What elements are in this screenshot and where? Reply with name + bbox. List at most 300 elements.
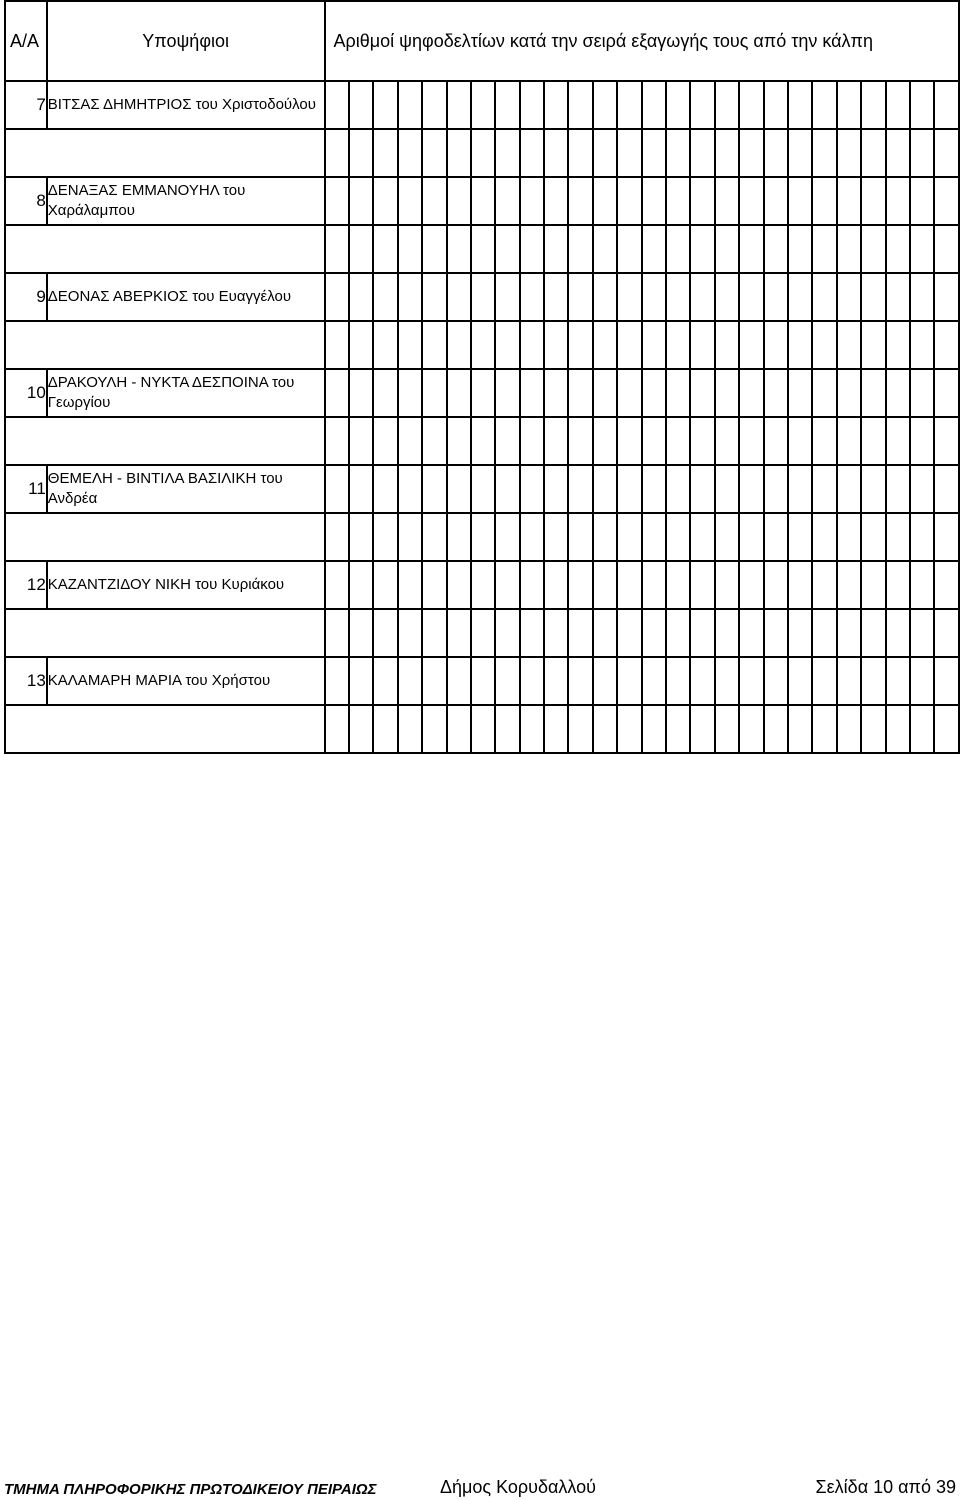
tally-cell[interactable] <box>812 81 836 129</box>
tally-cell[interactable] <box>861 129 885 177</box>
tally-cell[interactable] <box>764 417 788 465</box>
tally-cell[interactable] <box>471 177 495 225</box>
tally-cell[interactable] <box>593 417 617 465</box>
tally-cell[interactable] <box>715 561 739 609</box>
tally-cell[interactable] <box>642 657 666 705</box>
tally-cell[interactable] <box>812 369 836 417</box>
tally-cell[interactable] <box>715 225 739 273</box>
tally-cell[interactable] <box>666 177 690 225</box>
tally-cell[interactable] <box>666 225 690 273</box>
tally-cell[interactable] <box>447 561 471 609</box>
tally-cell[interactable] <box>788 177 812 225</box>
tally-cell[interactable] <box>837 129 861 177</box>
tally-cell[interactable] <box>739 657 763 705</box>
tally-cell[interactable] <box>544 657 568 705</box>
tally-cell[interactable] <box>568 369 592 417</box>
tally-cell[interactable] <box>642 369 666 417</box>
tally-cell[interactable] <box>642 513 666 561</box>
tally-cell[interactable] <box>715 177 739 225</box>
tally-cell[interactable] <box>447 225 471 273</box>
tally-cell[interactable] <box>422 177 446 225</box>
tally-cell[interactable] <box>398 81 422 129</box>
tally-cell[interactable] <box>422 657 446 705</box>
tally-cell[interactable] <box>422 369 446 417</box>
tally-cell[interactable] <box>398 177 422 225</box>
tally-cell[interactable] <box>715 273 739 321</box>
tally-cell[interactable] <box>812 417 836 465</box>
tally-cell[interactable] <box>690 273 714 321</box>
tally-cell[interactable] <box>690 513 714 561</box>
tally-cell[interactable] <box>544 129 568 177</box>
tally-cell[interactable] <box>910 657 934 705</box>
tally-cell[interactable] <box>861 321 885 369</box>
tally-cell[interactable] <box>495 417 519 465</box>
tally-cell[interactable] <box>837 465 861 513</box>
tally-cell[interactable] <box>471 129 495 177</box>
tally-cell[interactable] <box>373 129 397 177</box>
tally-cell[interactable] <box>373 273 397 321</box>
tally-cell[interactable] <box>398 129 422 177</box>
tally-cell[interactable] <box>422 417 446 465</box>
tally-cell[interactable] <box>471 705 495 753</box>
tally-cell[interactable] <box>739 369 763 417</box>
tally-cell[interactable] <box>325 609 349 657</box>
tally-cell[interactable] <box>398 705 422 753</box>
tally-cell[interactable] <box>373 705 397 753</box>
tally-cell[interactable] <box>910 705 934 753</box>
tally-cell[interactable] <box>910 369 934 417</box>
tally-cell[interactable] <box>568 465 592 513</box>
tally-cell[interactable] <box>715 513 739 561</box>
tally-cell[interactable] <box>886 609 910 657</box>
tally-cell[interactable] <box>520 705 544 753</box>
tally-cell[interactable] <box>617 225 641 273</box>
tally-cell[interactable] <box>739 561 763 609</box>
tally-cell[interactable] <box>447 81 471 129</box>
tally-cell[interactable] <box>520 417 544 465</box>
tally-cell[interactable] <box>568 657 592 705</box>
tally-cell[interactable] <box>812 609 836 657</box>
tally-cell[interactable] <box>886 657 910 705</box>
tally-cell[interactable] <box>398 417 422 465</box>
tally-cell[interactable] <box>349 129 373 177</box>
tally-cell[interactable] <box>764 273 788 321</box>
tally-cell[interactable] <box>861 705 885 753</box>
tally-cell[interactable] <box>690 225 714 273</box>
tally-cell[interactable] <box>349 273 373 321</box>
tally-cell[interactable] <box>495 657 519 705</box>
tally-cell[interactable] <box>373 369 397 417</box>
tally-cell[interactable] <box>349 609 373 657</box>
tally-cell[interactable] <box>544 369 568 417</box>
tally-cell[interactable] <box>739 321 763 369</box>
tally-cell[interactable] <box>861 609 885 657</box>
tally-cell[interactable] <box>788 81 812 129</box>
tally-cell[interactable] <box>690 321 714 369</box>
tally-cell[interactable] <box>812 177 836 225</box>
tally-cell[interactable] <box>764 513 788 561</box>
tally-cell[interactable] <box>666 273 690 321</box>
tally-cell[interactable] <box>764 561 788 609</box>
tally-cell[interactable] <box>520 81 544 129</box>
tally-cell[interactable] <box>325 705 349 753</box>
tally-cell[interactable] <box>617 129 641 177</box>
tally-cell[interactable] <box>617 177 641 225</box>
tally-cell[interactable] <box>593 513 617 561</box>
tally-cell[interactable] <box>617 705 641 753</box>
tally-cell[interactable] <box>325 129 349 177</box>
tally-cell[interactable] <box>520 465 544 513</box>
tally-cell[interactable] <box>373 321 397 369</box>
tally-cell[interactable] <box>861 465 885 513</box>
tally-cell[interactable] <box>495 369 519 417</box>
tally-cell[interactable] <box>471 465 495 513</box>
tally-cell[interactable] <box>642 465 666 513</box>
tally-cell[interactable] <box>837 273 861 321</box>
tally-cell[interactable] <box>934 705 959 753</box>
tally-cell[interactable] <box>447 369 471 417</box>
tally-cell[interactable] <box>837 321 861 369</box>
tally-cell[interactable] <box>349 657 373 705</box>
tally-cell[interactable] <box>422 273 446 321</box>
tally-cell[interactable] <box>568 129 592 177</box>
tally-cell[interactable] <box>325 513 349 561</box>
tally-cell[interactable] <box>568 609 592 657</box>
tally-cell[interactable] <box>666 321 690 369</box>
tally-cell[interactable] <box>812 513 836 561</box>
tally-cell[interactable] <box>495 609 519 657</box>
tally-cell[interactable] <box>325 657 349 705</box>
tally-cell[interactable] <box>739 417 763 465</box>
tally-cell[interactable] <box>398 369 422 417</box>
tally-cell[interactable] <box>349 513 373 561</box>
tally-cell[interactable] <box>666 705 690 753</box>
tally-cell[interactable] <box>934 513 959 561</box>
tally-cell[interactable] <box>788 129 812 177</box>
tally-cell[interactable] <box>422 129 446 177</box>
tally-cell[interactable] <box>861 273 885 321</box>
tally-cell[interactable] <box>617 561 641 609</box>
tally-cell[interactable] <box>617 369 641 417</box>
tally-cell[interactable] <box>471 321 495 369</box>
tally-cell[interactable] <box>593 225 617 273</box>
tally-cell[interactable] <box>373 417 397 465</box>
tally-cell[interactable] <box>325 177 349 225</box>
tally-cell[interactable] <box>812 129 836 177</box>
tally-cell[interactable] <box>837 657 861 705</box>
tally-cell[interactable] <box>788 225 812 273</box>
tally-cell[interactable] <box>373 513 397 561</box>
tally-cell[interactable] <box>861 225 885 273</box>
tally-cell[interactable] <box>690 129 714 177</box>
tally-cell[interactable] <box>544 225 568 273</box>
tally-cell[interactable] <box>568 177 592 225</box>
tally-cell[interactable] <box>544 609 568 657</box>
tally-cell[interactable] <box>715 321 739 369</box>
tally-cell[interactable] <box>398 465 422 513</box>
tally-cell[interactable] <box>788 561 812 609</box>
tally-cell[interactable] <box>812 225 836 273</box>
tally-cell[interactable] <box>593 273 617 321</box>
tally-cell[interactable] <box>715 129 739 177</box>
tally-cell[interactable] <box>447 657 471 705</box>
tally-cell[interactable] <box>788 657 812 705</box>
tally-cell[interactable] <box>642 321 666 369</box>
tally-cell[interactable] <box>544 273 568 321</box>
tally-cell[interactable] <box>861 417 885 465</box>
tally-cell[interactable] <box>910 81 934 129</box>
tally-cell[interactable] <box>373 609 397 657</box>
tally-cell[interactable] <box>886 465 910 513</box>
tally-cell[interactable] <box>398 609 422 657</box>
tally-cell[interactable] <box>447 513 471 561</box>
tally-cell[interactable] <box>934 609 959 657</box>
tally-cell[interactable] <box>837 561 861 609</box>
tally-cell[interactable] <box>715 81 739 129</box>
tally-cell[interactable] <box>617 81 641 129</box>
tally-cell[interactable] <box>764 609 788 657</box>
tally-cell[interactable] <box>764 321 788 369</box>
tally-cell[interactable] <box>739 705 763 753</box>
tally-cell[interactable] <box>471 513 495 561</box>
tally-cell[interactable] <box>617 657 641 705</box>
tally-cell[interactable] <box>812 321 836 369</box>
tally-cell[interactable] <box>593 321 617 369</box>
tally-cell[interactable] <box>739 273 763 321</box>
tally-cell[interactable] <box>886 705 910 753</box>
tally-cell[interactable] <box>910 129 934 177</box>
tally-cell[interactable] <box>666 369 690 417</box>
tally-cell[interactable] <box>861 369 885 417</box>
tally-cell[interactable] <box>398 657 422 705</box>
tally-cell[interactable] <box>642 177 666 225</box>
tally-cell[interactable] <box>910 417 934 465</box>
tally-cell[interactable] <box>495 273 519 321</box>
tally-cell[interactable] <box>690 369 714 417</box>
tally-cell[interactable] <box>861 513 885 561</box>
tally-cell[interactable] <box>495 705 519 753</box>
tally-cell[interactable] <box>690 561 714 609</box>
tally-cell[interactable] <box>910 609 934 657</box>
tally-cell[interactable] <box>715 465 739 513</box>
tally-cell[interactable] <box>568 561 592 609</box>
tally-cell[interactable] <box>568 273 592 321</box>
tally-cell[interactable] <box>690 81 714 129</box>
tally-cell[interactable] <box>593 369 617 417</box>
tally-cell[interactable] <box>349 225 373 273</box>
tally-cell[interactable] <box>373 225 397 273</box>
tally-cell[interactable] <box>739 177 763 225</box>
tally-cell[interactable] <box>617 321 641 369</box>
tally-cell[interactable] <box>447 321 471 369</box>
tally-cell[interactable] <box>788 513 812 561</box>
tally-cell[interactable] <box>349 321 373 369</box>
tally-cell[interactable] <box>325 81 349 129</box>
tally-cell[interactable] <box>666 513 690 561</box>
tally-cell[interactable] <box>837 609 861 657</box>
tally-cell[interactable] <box>373 657 397 705</box>
tally-cell[interactable] <box>495 513 519 561</box>
tally-cell[interactable] <box>568 225 592 273</box>
tally-cell[interactable] <box>593 465 617 513</box>
tally-cell[interactable] <box>520 177 544 225</box>
tally-cell[interactable] <box>568 417 592 465</box>
tally-cell[interactable] <box>642 273 666 321</box>
tally-cell[interactable] <box>788 609 812 657</box>
tally-cell[interactable] <box>471 561 495 609</box>
tally-cell[interactable] <box>617 417 641 465</box>
tally-cell[interactable] <box>764 81 788 129</box>
tally-cell[interactable] <box>642 417 666 465</box>
tally-cell[interactable] <box>325 369 349 417</box>
tally-cell[interactable] <box>739 513 763 561</box>
tally-cell[interactable] <box>520 321 544 369</box>
tally-cell[interactable] <box>520 513 544 561</box>
tally-cell[interactable] <box>325 465 349 513</box>
tally-cell[interactable] <box>739 225 763 273</box>
tally-cell[interactable] <box>690 417 714 465</box>
tally-cell[interactable] <box>447 417 471 465</box>
tally-cell[interactable] <box>934 81 959 129</box>
tally-cell[interactable] <box>373 561 397 609</box>
tally-cell[interactable] <box>739 609 763 657</box>
tally-cell[interactable] <box>666 657 690 705</box>
tally-cell[interactable] <box>788 321 812 369</box>
tally-cell[interactable] <box>837 369 861 417</box>
tally-cell[interactable] <box>471 609 495 657</box>
tally-cell[interactable] <box>715 657 739 705</box>
tally-cell[interactable] <box>910 273 934 321</box>
tally-cell[interactable] <box>520 609 544 657</box>
tally-cell[interactable] <box>837 417 861 465</box>
tally-cell[interactable] <box>812 705 836 753</box>
tally-cell[interactable] <box>666 609 690 657</box>
tally-cell[interactable] <box>349 369 373 417</box>
tally-cell[interactable] <box>788 369 812 417</box>
tally-cell[interactable] <box>739 129 763 177</box>
tally-cell[interactable] <box>422 81 446 129</box>
tally-cell[interactable] <box>520 657 544 705</box>
tally-cell[interactable] <box>934 225 959 273</box>
tally-cell[interactable] <box>666 129 690 177</box>
tally-cell[interactable] <box>837 225 861 273</box>
tally-cell[interactable] <box>764 177 788 225</box>
tally-cell[interactable] <box>349 81 373 129</box>
tally-cell[interactable] <box>715 369 739 417</box>
tally-cell[interactable] <box>617 273 641 321</box>
tally-cell[interactable] <box>422 513 446 561</box>
tally-cell[interactable] <box>666 417 690 465</box>
tally-cell[interactable] <box>764 705 788 753</box>
tally-cell[interactable] <box>910 225 934 273</box>
tally-cell[interactable] <box>398 321 422 369</box>
tally-cell[interactable] <box>544 705 568 753</box>
tally-cell[interactable] <box>325 417 349 465</box>
tally-cell[interactable] <box>910 513 934 561</box>
tally-cell[interactable] <box>544 513 568 561</box>
tally-cell[interactable] <box>812 465 836 513</box>
tally-cell[interactable] <box>617 513 641 561</box>
tally-cell[interactable] <box>788 273 812 321</box>
tally-cell[interactable] <box>642 561 666 609</box>
tally-cell[interactable] <box>739 465 763 513</box>
tally-cell[interactable] <box>593 81 617 129</box>
tally-cell[interactable] <box>715 417 739 465</box>
tally-cell[interactable] <box>690 657 714 705</box>
tally-cell[interactable] <box>642 81 666 129</box>
tally-cell[interactable] <box>934 177 959 225</box>
tally-cell[interactable] <box>325 273 349 321</box>
tally-cell[interactable] <box>861 177 885 225</box>
tally-cell[interactable] <box>495 321 519 369</box>
tally-cell[interactable] <box>617 465 641 513</box>
tally-cell[interactable] <box>398 225 422 273</box>
tally-cell[interactable] <box>471 225 495 273</box>
tally-cell[interactable] <box>812 273 836 321</box>
tally-cell[interactable] <box>642 705 666 753</box>
tally-cell[interactable] <box>447 465 471 513</box>
tally-cell[interactable] <box>934 465 959 513</box>
tally-cell[interactable] <box>934 129 959 177</box>
tally-cell[interactable] <box>812 561 836 609</box>
tally-cell[interactable] <box>568 705 592 753</box>
tally-cell[interactable] <box>495 129 519 177</box>
tally-cell[interactable] <box>398 513 422 561</box>
tally-cell[interactable] <box>934 321 959 369</box>
tally-cell[interactable] <box>837 513 861 561</box>
tally-cell[interactable] <box>544 81 568 129</box>
tally-cell[interactable] <box>764 369 788 417</box>
tally-cell[interactable] <box>373 177 397 225</box>
tally-cell[interactable] <box>837 177 861 225</box>
tally-cell[interactable] <box>886 129 910 177</box>
tally-cell[interactable] <box>886 417 910 465</box>
tally-cell[interactable] <box>861 657 885 705</box>
tally-cell[interactable] <box>934 273 959 321</box>
tally-cell[interactable] <box>690 609 714 657</box>
tally-cell[interactable] <box>764 657 788 705</box>
tally-cell[interactable] <box>788 417 812 465</box>
tally-cell[interactable] <box>593 561 617 609</box>
tally-cell[interactable] <box>495 465 519 513</box>
tally-cell[interactable] <box>910 177 934 225</box>
tally-cell[interactable] <box>398 561 422 609</box>
tally-cell[interactable] <box>886 81 910 129</box>
tally-cell[interactable] <box>593 177 617 225</box>
tally-cell[interactable] <box>495 177 519 225</box>
tally-cell[interactable] <box>593 129 617 177</box>
tally-cell[interactable] <box>764 465 788 513</box>
tally-cell[interactable] <box>471 273 495 321</box>
tally-cell[interactable] <box>666 465 690 513</box>
tally-cell[interactable] <box>544 321 568 369</box>
tally-cell[interactable] <box>886 561 910 609</box>
tally-cell[interactable] <box>349 561 373 609</box>
tally-cell[interactable] <box>325 321 349 369</box>
tally-cell[interactable] <box>520 369 544 417</box>
tally-cell[interactable] <box>910 465 934 513</box>
tally-cell[interactable] <box>422 705 446 753</box>
tally-cell[interactable] <box>544 561 568 609</box>
tally-cell[interactable] <box>520 561 544 609</box>
tally-cell[interactable] <box>593 705 617 753</box>
tally-cell[interactable] <box>422 465 446 513</box>
tally-cell[interactable] <box>739 81 763 129</box>
tally-cell[interactable] <box>593 609 617 657</box>
tally-cell[interactable] <box>715 705 739 753</box>
tally-cell[interactable] <box>788 465 812 513</box>
tally-cell[interactable] <box>617 609 641 657</box>
